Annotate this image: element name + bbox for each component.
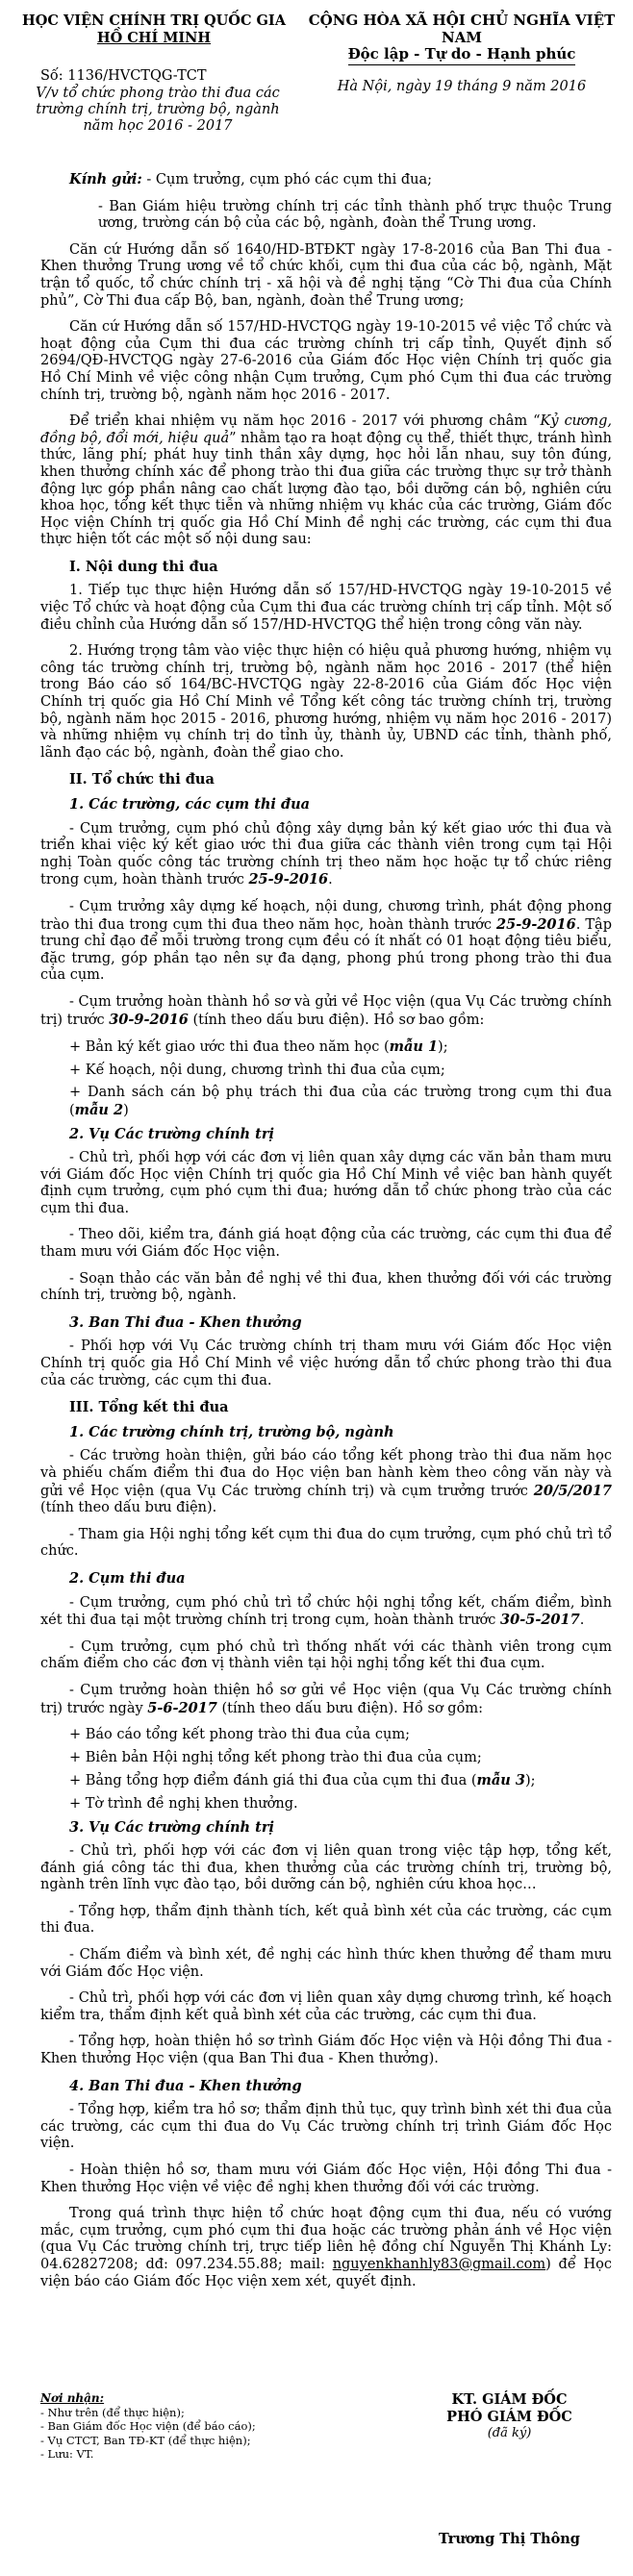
section-3-paragraph-2: - Tham gia Hội nghị tổng kết cụm thi đua do cụm trưởng, cụm phó chủ trì tổ chức. [40,1526,612,1560]
signature-title: PHÓ GIÁM ĐỐC [446,2408,572,2425]
motto-text: Kỷ cương, đồng bộ, đổi mới, hiệu quả [40,413,612,446]
section-3-subtitle-3: 3. Vụ Các trường chính trị [69,1818,274,1836]
signature-status: (đã ký) [487,2426,532,2441]
section-1-paragraph-1: 1. Tiếp tục thực hiện Hướng dẫn số 157/HD-HVCTQG ngày 19-10-2015 về việc Tổ chức và hoạt động của Cụm thi đua các trường chính trị cấp tỉnh. Một số điều chỉnh của Hướng dẫn số 157/HD-HVCTQG thể hiện trong công văn này. [40,583,612,633]
section-2-paragraph-2: - Cụm trưởng xây dựng kế hoạch, nội dung, chương trình, phát động phong trào thi đua trong cụm thi đua theo năm học, hoàn thành trước 25-9-2016. Tập trung chỉ đạo để mỗi trường trong cụm đều có ít nhất có 01 hoạt động tiêu biểu, đặc trưng, góp phần tạo nên sự đa dạng, phong phú trong phong trào thi đua của cụm. [40,898,612,984]
recipient-item: - Lưu: VT. [40,2447,94,2461]
national-header [293,13,630,95]
section-3-paragraph-8: - Chấm điểm và bình xét, đề nghị các hình thức khen thưởng để tham mưu với Giám đốc Học viện. [40,1947,612,1980]
intro-paragraph-2: Căn cứ Hướng dẫn số 157/HD-HVCTQG ngày 19-10-2015 về việc Tổ chức và hoạt động của Cụm thi đua các trường chính trị cấp tỉnh, Quyết định số 2694/QĐ-HVCTQG ngày 27-6-2016 của Giám đốc Học viện Chính trị quốc gia Hồ Chí Minh về việc công nhận Cụm trưởng, Cụm phó Cụm thi đua các trường chính trị, trường bộ, ngành năm học 2016 - 2017. [40,319,612,403]
list-item: + Kế hoạch, nội dung, chương trình thi đua của cụm; [69,1062,445,1078]
issuer-name-line2: HỒ CHÍ MINH [96,29,212,46]
document-footer [40,2391,612,2564]
section-2-paragraph-3: - Cụm trưởng hoàn thành hồ sơ và gửi về Học viện (qua Vụ Các trường chính trị) trước 30-9-2016 (tính theo dấu bưu điện). Hồ sơ bao gồm: [40,993,612,1028]
section-2-subtitle-3: 3. Ban Thi đua - Khen thưởng [69,1313,302,1331]
section-2-paragraph-6: - Soạn thảo các văn bản đề nghị về thi đua, khen thưởng đối với các trường chính trị, trường bộ, ngành. [40,1270,612,1304]
deadline-date: 25-9-2016 [248,871,329,888]
section-3-paragraph-3: - Cụm trưởng, cụm phó chủ trì tổ chức hội nghị tổng kết, chấm điểm, bình xét thi đua tại một trường chính trị trong cụm, hoàn thành trước 30-5-2017. [40,1594,612,1629]
deadline-date: 30-5-2017 [500,1612,580,1629]
list-item: + Danh sách cán bộ phụ trách thi đua của các trường trong cụm thi đua (mẫu 2) [69,1085,612,1118]
form-reference: mẫu 1 [389,1038,439,1056]
recipient-item: - Vụ CTCT, Ban TĐ-KT (để thực hiện); [40,2433,251,2447]
country-name: CỘNG HÒA XÃ HỘI CHỦ NGHĨA VIỆT NAM [308,12,616,46]
list-item: + Biên bản Hội nghị tổng kết phong trào thi đua của cụm; [69,1749,482,1765]
document-subject: V/v tổ chức phong trào thi đua các trường chính trị, trường bộ, ngành năm học 2016 - 2017 [36,86,280,135]
section-2-paragraph-1: - Cụm trưởng, cụm phó chủ động xây dựng bản ký kết giao ước thi đua và triển khai việc ký kết giao ước thi đua giữa các thành viên trong cụm tại Hội nghị Toàn quốc công tác trường chính trị theo năm học hoặc tự tổ chức riêng trong cụm, hoàn thành trước 25-9-2016. [40,820,612,888]
place-date: Hà Nội, ngày 19 tháng 9 năm 2016 [337,78,587,94]
section-2-paragraph-4: - Chủ trì, phối hợp với các đơn vị liên quan xây dựng các văn bản tham mưu với Giám đốc Học viện Chính trị quốc gia Hồ Chí Minh về việc ban hành quyết định cụm trưởng, cụm phó cụm thi đua; hướng dẫn tổ chức phong trào của các cụm thi đua. [40,1150,612,1216]
section-2-subtitle-1: 1. Các trường, các cụm thi đua [69,796,311,813]
deadline-date: 5-6-2017 [147,1699,217,1716]
issuer-header [10,13,298,46]
section-3-subtitle-2: 2. Cụm thi đua [69,1569,186,1587]
addressee-line-1: Kính gửi: - Cụm trưởng, cụm phó các cụm thi đua; [69,171,433,188]
list-item: + Bản ký kết giao ước thi đua theo năm học (mẫu 1); [69,1038,448,1056]
recipient-item: - Như trên (để thực hiện); [40,2405,185,2419]
form-reference: mẫu 3 [476,1772,525,1789]
closing-paragraph: Trong quá trình thực hiện tổ chức hoạt động cụm thi đua, nếu có vướng mắc, cụm trưởng, cụm phó cụm thi đua hoặc các trường phản ánh về Học viện (qua Vụ Các trường chính trị, trực tiếp liên hệ đồng chí Nguyễn Thị Khánh Ly: 04.62827208; dđ: 097.234.55.88; mail: nguyenkhanhly83@gmail.com) để Học viện báo cáo Giám đốc Học viện xem xét, quyết định. [40,2206,612,2289]
signatory-name: Trương Thị Thông [439,2530,580,2547]
deadline-date: 20/5/2017 [533,1482,612,1499]
deadline-date: 25-9-2016 [496,915,576,933]
intro-paragraph-3: Để triển khai nhiệm vụ năm học 2016 - 2017 với phương châm “Kỷ cương, đồng bộ, đổi mới, hiệu quả” nhằm tạo ra hoạt động cụ thể, thiết thực, tránh hình thức, lãng phí; phát huy tinh thần xây dựng, học hỏi lẫn nhau, suy tôn đúng, khen thưởng chính xác để phong trào thi đua giữa các trường thực sự trở thành động lực góp phần nâng cao chất lượng đào tạo, bồi dưỡng cán bộ, nghiên cứu khoa học, tổng kết thực tiễn và những nhiệm vụ khác của các trường, Giám đốc Học viện Chính trị quốc gia Hồ Chí Minh đề nghị các trường, các cụm thi đua thực hiện tốt các một số nội dung sau: [40,413,612,548]
section-2-paragraph-5: - Theo dõi, kiểm tra, đánh giá hoạt động của các trường, các cụm thi đua để tham mưu với Giám đốc Học viện. [40,1227,612,1261]
section-3-paragraph-11: - Tổng hợp, kiểm tra hồ sơ; thẩm định thủ tục, quy trình bình xét thi đua của các trường, các cụm thi đua do Vụ Các trường chính trị trình Giám đốc Học viện. [40,2102,612,2152]
section-3-title: III. Tổng kết thi đua [69,1399,229,1416]
addressee-line-2: - Ban Giám hiệu trường chính trị các tỉnh thành phố trực thuộc Trung ương, trường cán bộ của các bộ, ngành, đoàn thể Trung ương. [98,198,612,232]
section-1-title: I. Nội dung thi đua [69,558,218,575]
national-motto: Độc lập - Tự do - Hạnh phúc [348,46,576,65]
section-3-paragraph-4: - Cụm trưởng, cụm phó chủ trì thống nhất với các thành viên trong cụm chấm điểm cho các đơn vị thành viên tại hội nghị tổng kết thi đua cụm. [40,1638,612,1672]
list-item: + Báo cáo tổng kết phong trào thi đua của cụm; [69,1727,410,1743]
section-2-title: II. Tổ chức thi đua [69,771,215,788]
section-3-paragraph-10: - Tổng hợp, hoàn thiện hồ sơ trình Giám đốc Học viện và Hội đồng Thi đua - Khen thưởng Học viện (qua Ban Thi đua - Khen thưởng). [40,2034,612,2067]
section-3-subtitle-1: 1. Các trường chính trị, trường bộ, ngành [69,1423,394,1440]
signature-block [406,2391,613,2547]
section-3-subtitle-4: 4. Ban Thi đua - Khen thưởng [69,2077,302,2094]
form-reference: mẫu 2 [74,1101,124,1118]
recipients-title: Nơi nhận: [40,2391,105,2405]
issuer-name: HỌC VIỆN CHÍNH TRỊ QUỐC GIA [22,13,286,29]
section-3-paragraph-6: - Chủ trì, phối hợp với các đơn vị liên quan trong việc tập hợp, tổng kết, đánh giá công tác thi đua, khen thưởng của các trường chính trị, trường bộ, ngành trên lĩnh vực đào tạo, bồi dưỡng cán bộ, nghiên cứu khoa học… [40,1843,612,1893]
recipients-block [40,2391,329,2462]
section-1-paragraph-2: 2. Hướng trọng tâm vào việc thực hiện có hiệu quả phương hướng, nhiệm vụ công tác trường chính trị, trường bộ, ngành năm học 2016 - 2017 (thể hiện trong Báo cáo số 164/BC-HVCTQG ngày 22-8-2016 của Giám đốc Học viện Chính trị quốc gia Hồ Chí Minh về Tổng kết công tác trường chính trị, trường bộ, ngành năm học 2015 - 2016, phương hướng, nhiệm vụ năm học 2016 - 2017) và những nhiệm vụ chính trị do tỉnh ủy, thành ủy, UBND các tỉnh, thành phố, lãnh đạo các bộ, ngành, đoàn thể giao cho. [40,643,612,761]
section-3-paragraph-5: - Cụm trưởng hoàn thiện hồ sơ gửi về Học viện (qua Vụ Các trường chính trị) trước ngày 5-6-2017 (tính theo dấu bưu điện). Hồ sơ gồm: [40,1682,612,1716]
section-3-paragraph-12: - Hoàn thiện hồ sơ, tham mưu với Giám đốc Học viện, Hội đồng Thi đua - Khen thưởng Học viện về việc đề nghị khen thưởng đối với các trường. [40,2163,612,2195]
list-item: + Tờ trình đề nghị khen thưởng. [69,1795,298,1812]
deadline-date: 30-9-2016 [109,1011,189,1028]
section-3-paragraph-1: - Các trường hoàn thiện, gửi báo cáo tổng kết phong trào thi đua năm học và phiếu chấm điểm thi đua do Học viện ban hành kèm theo công văn này và gửi về Học viện (qua Vụ Các trường chính trị) và cụm trưởng trước 20/5/2017 (tính theo dấu bưu điện). [40,1448,612,1516]
section-2-subtitle-2: 2. Vụ Các trường chính trị [69,1125,274,1142]
section-3-paragraph-7: - Tổng hợp, thẩm định thành tích, kết quả bình xét của các trường, các cụm thi đua. [40,1903,612,1937]
document-number: Số: 1136/HVCTQG-TCT [40,68,207,84]
contact-email-link[interactable]: nguyenkhanhly83@gmail.com [332,2256,546,2272]
document-body [40,171,612,2300]
addressee-label: Kính gửi: [69,171,142,188]
list-item: + Bảng tổng hợp điểm đánh giá thi đua của cụm thi đua (mẫu 3); [69,1772,536,1789]
section-2-paragraph-7: - Phối hợp với Vụ Các trường chính trị tham mưu với Giám đốc Học viện Chính trị quốc gia Hồ Chí Minh về việc hướng dẫn tổ chức phong trào thi đua của các trường, các cụm thi đua. [40,1338,612,1388]
signature-authority: KT. GIÁM ĐỐC [451,2391,568,2408]
intro-paragraph-1: Căn cứ Hướng dẫn số 1640/HD-BTĐKT ngày 17-8-2016 của Ban Thi đua - Khen thưởng Trung ương về tổ chức khối, cụm thi đua của các bộ, ngành, Mặt trận tổ quốc, tổ chức chính trị - xã hội và đề nghị tặng “Cờ Thi đua của Chính phủ”, Cờ Thi đua cấp Bộ, ban, ngành, đoàn thể Trung ương; [40,241,612,309]
section-3-paragraph-9: - Chủ trì, phối hợp với các đơn vị liên quan xây dựng chương trình, kế hoạch kiểm tra, thẩm định kết quả bình xét của các trường, các cụm thi đua. [40,1990,612,2023]
recipient-item: - Ban Giám đốc Học viện (để báo cáo); [40,2419,256,2433]
